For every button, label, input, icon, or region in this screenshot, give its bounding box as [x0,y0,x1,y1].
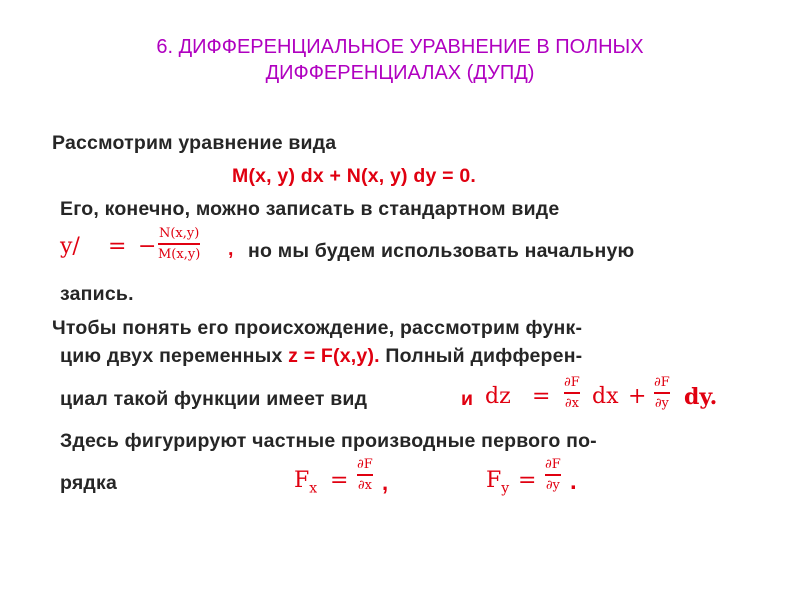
fraction-denominator: M(x,y) [158,246,201,262]
comma-after-fraction: , [228,238,234,260]
fx-comma: , [382,470,389,495]
paragraph-line-4: запись. [60,283,134,305]
minus-sign: − [138,234,157,259]
fx-letter: F [294,468,310,493]
fraction-bar [564,392,580,394]
dy-term: dy. [684,384,718,410]
paragraph-line-1: Рассмотрим уравнение вида [52,132,337,154]
main-equation: M(x, y) dx + N(x, y) dy = 0. [232,165,477,187]
conjunction-and: и [461,388,474,410]
fraction-n-over-m [158,225,200,263]
paragraph-line-8: Здесь фигурируют частные производные первого по- [60,430,597,452]
fy-denominator: ∂y [545,477,560,493]
fx-denominator: ∂x [357,477,372,493]
line6-text-a: цию двух переменных [60,345,283,367]
fy-subscript: y [501,480,510,497]
fraction-dF-dy [654,374,670,412]
fraction-bar [545,474,561,476]
fraction-fy [545,456,561,494]
dz-symbol: dz [485,384,511,409]
fraction-dF-dx [564,374,580,412]
function-definition: z = F(x,y). [288,345,380,367]
fy-label [486,468,509,496]
equals-sign-2: = [532,384,551,409]
fraction-dx-denominator: ∂x [564,395,579,411]
fraction-dy-denominator: ∂y [654,395,669,411]
fraction-numerator: N(x,y) [158,226,200,241]
fraction-bar [654,392,670,394]
slide-title [0,34,800,86]
fx-subscript: x [309,480,318,497]
fraction-fx [357,456,373,494]
fy-numerator: ∂F [545,457,561,472]
paragraph-line-3: но мы будем использовать начальную [248,240,635,262]
fx-equals: = [330,468,349,493]
fx-label [294,468,317,496]
fraction-dF-numerator-2: ∂F [654,375,670,390]
dx-term: dx [592,384,619,409]
y-prime: y/ [60,234,80,259]
title-line-2: ДИФФЕРЕНЦИАЛАХ (ДУПД) [265,62,535,84]
plus-sign: + [628,384,647,409]
paragraph-line-5: Чтобы понять его происхождение, рассмотрим функ- [52,317,583,339]
title-line-1: 6. ДИФФЕРЕНЦИАЛЬНОЕ УРАВНЕНИЕ В ПОЛНЫХ [156,36,644,58]
fx-numerator: ∂F [357,457,373,472]
line6-text-c: Полный дифферен- [385,345,583,367]
fraction-bar [357,474,373,476]
paragraph-line-2: Его, конечно, можно записать в стандартном виде [60,198,560,220]
fraction-dF-numerator: ∂F [564,375,580,390]
paragraph-line-6 [60,345,582,368]
paragraph-line-7: циал такой функции имеет вид [60,388,368,410]
fy-letter: F [486,468,502,493]
fraction-bar [158,243,200,245]
equals-sign: = [108,234,127,259]
fy-equals: = [518,468,537,493]
fy-period: . [570,468,577,495]
paragraph-line-9: рядка [60,472,118,494]
